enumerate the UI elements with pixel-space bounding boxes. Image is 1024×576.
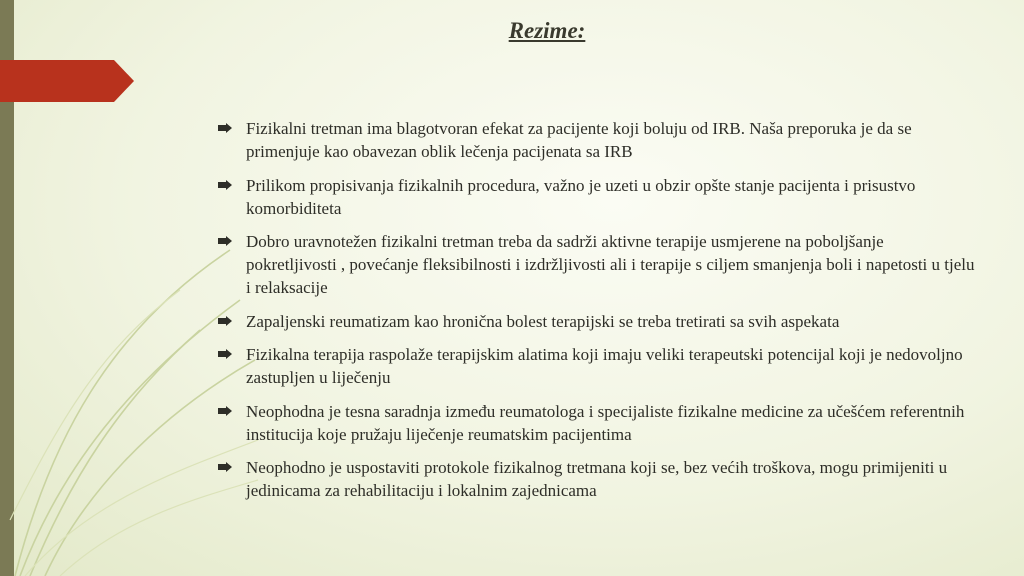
bullet-list <box>218 117 978 513</box>
list-item <box>218 310 978 333</box>
arrow-bullet-icon <box>218 316 232 326</box>
arrow-bullet-icon <box>218 406 232 416</box>
bullet-text: Dobro uravnotežen fizikalni tretman treba da sadrži aktivne terapije usmjerene na poboljšanje pokretljivosti , povećanje fleksibilnosti i izdržljivosti ali i terapije s ciljem smanjenja boli i napetosti u tjelu i relaksacije <box>246 232 975 297</box>
bullet-text: Fizikalna terapija raspolaže terapijskim alatima koji imaju veliki terapeutski potencijal koji je nedovoljno zastupljen u liječenju <box>246 345 963 387</box>
list-item <box>218 174 978 220</box>
list-item <box>218 117 978 163</box>
arrow-bullet-icon <box>218 462 232 472</box>
arrow-bullet-icon <box>218 123 232 133</box>
list-item <box>218 456 978 502</box>
arrow-bullet-icon <box>218 180 232 190</box>
bullet-text: Zapaljenski reumatizam kao hronična bolest terapijski se treba tretirati sa svih aspekata <box>246 311 840 331</box>
arrow-bullet-icon <box>218 349 232 359</box>
bullet-text: Fizikalni tretman ima blagotvoran efekat za pacijente koji boluju od IRB. Naša preporuka je da se primenjuje kao obavezan oblik lečenja pacijenata sa IRB <box>246 119 912 161</box>
list-item <box>218 343 978 389</box>
bullet-text: Neophodno je uspostaviti protokole fizikalnog tretmana koji se, bez većih troškova, mogu primijeniti u jedinicama za rehabilitaciju i lokalnim zajednicama <box>246 458 948 500</box>
bullet-text: Neophodna je tesna saradnja između reumatologa i specijaliste fizikalne medicine za učešćem referentnih institucija koje pružaju liječenje reumatskim pacijentima <box>246 401 965 444</box>
title-accent-tab <box>0 60 134 102</box>
arrow-bullet-icon <box>218 236 232 246</box>
page-title: Rezime: <box>508 18 586 43</box>
list-item <box>218 230 978 299</box>
list-item <box>218 400 978 446</box>
bullet-text: Prilikom propisivanja fizikalnih procedura, važno je uzeti u obzir opšte stanje pacijenta i prisustvo komorbiditeta <box>246 175 916 218</box>
